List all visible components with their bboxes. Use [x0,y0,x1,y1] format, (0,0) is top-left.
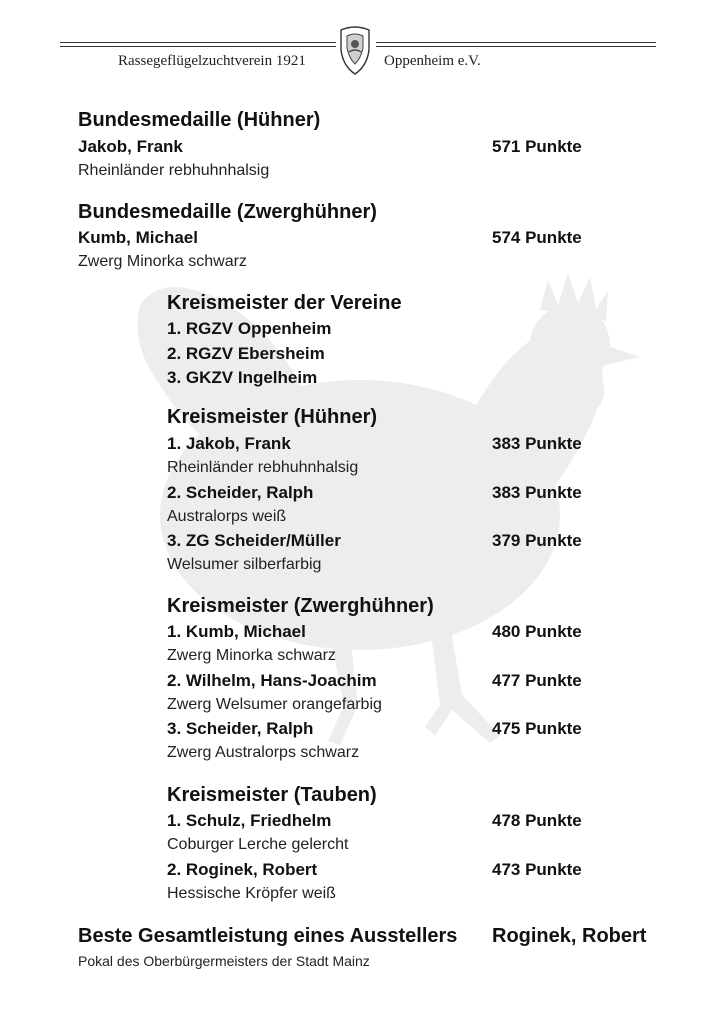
entry-breed: Rheinländer rebhuhnhalsig [167,459,359,476]
entry-breed: Australorps weiß [167,508,287,525]
entry-points: 383 Punkte [492,434,582,453]
entry-points: 379 Punkte [492,531,582,550]
entry-breed: Zwerg Australorps schwarz [167,744,360,761]
entry-name: 2. Wilhelm, Hans-Joachim [167,671,377,690]
entry-points: 477 Punkte [492,671,582,690]
club-crest-icon [337,24,373,76]
section-title-bundesmedaille-huehner: Bundesmedaille (Hühner) [78,109,321,131]
entry-name: Jakob, Frank [78,137,183,156]
best-overall-winner: Roginek, Robert [492,925,647,947]
entry-breed: Welsumer silberfarbig [167,556,322,573]
entry-name: 1. Kumb, Michael [167,622,306,641]
header-club-location: Oppenheim e.V. [384,53,481,69]
entry-name: 1. Schulz, Friedhelm [167,811,332,830]
club-rank-item: 1. RGZV Oppenheim [167,319,332,338]
entry-points: 480 Punkte [492,622,582,641]
entry-breed: Coburger Lerche gelercht [167,836,349,853]
section-title-kreismeister-zwerghuehner: Kreismeister (Zwerghühner) [167,595,434,617]
entry-points: 475 Punkte [492,719,582,738]
entry-points: 383 Punkte [492,483,582,502]
section-title-bundesmedaille-zwerghuehner: Bundesmedaille (Zwerghühner) [78,201,377,223]
entry-points: 473 Punkte [492,860,582,879]
header-rule-top-left [60,42,336,43]
header-rule-bottom-left [60,46,336,47]
entry-breed: Rheinländer rebhuhnhalsig [78,162,270,179]
entry-points: 478 Punkte [492,811,582,830]
best-overall-trophy: Pokal des Oberbürgermeisters der Stadt Mainz [78,953,370,969]
best-overall-title: Beste Gesamtleistung eines Ausstellers [78,925,458,947]
section-title-kreismeister-vereine: Kreismeister der Vereine [167,292,402,314]
entry-name: 1. Jakob, Frank [167,434,291,453]
entry-points: 574 Punkte [492,228,582,247]
entry-points: 571 Punkte [492,137,582,156]
entry-name: 3. Scheider, Ralph [167,719,314,738]
header-club-name: Rassegeflügelzuchtverein 1921 [118,53,306,69]
club-rank-item: 2. RGZV Ebersheim [167,344,325,363]
entry-name: Kumb, Michael [78,228,198,247]
entry-breed: Zwerg Welsumer orangefarbig [167,696,382,713]
header-rule-bottom-right [376,46,656,47]
entry-name: 3. ZG Scheider/Müller [167,531,341,550]
section-title-kreismeister-huehner: Kreismeister (Hühner) [167,406,378,428]
section-title-kreismeister-tauben: Kreismeister (Tauben) [167,784,377,806]
entry-breed: Zwerg Minorka schwarz [78,253,247,270]
header-rule-top-right [376,42,656,43]
entry-name: 2. Scheider, Ralph [167,483,314,502]
entry-breed: Hessische Kröpfer weiß [167,885,336,902]
club-rank-item: 3. GKZV Ingelheim [167,368,318,387]
entry-name: 2. Roginek, Robert [167,860,318,879]
entry-breed: Zwerg Minorka schwarz [167,647,336,664]
